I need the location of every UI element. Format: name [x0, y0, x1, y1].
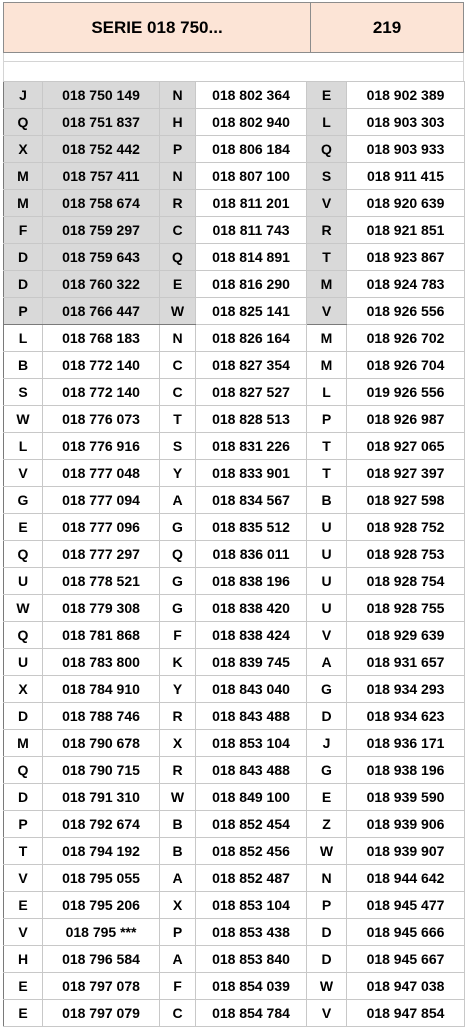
letter-cell[interactable]: G	[160, 568, 196, 595]
table-row	[4, 622, 465, 649]
letter-cell[interactable]: Q	[4, 757, 43, 784]
letter-cell[interactable]: V	[307, 190, 347, 217]
table-row	[4, 136, 465, 163]
serial-number-cell[interactable]: 018 807 100	[196, 163, 307, 190]
serial-number-cell[interactable]: 018 790 678	[43, 730, 160, 757]
serial-number-cell[interactable]: 018 853 840	[196, 946, 307, 973]
table-row	[4, 676, 465, 703]
table-row	[4, 379, 465, 406]
table-row	[4, 217, 465, 244]
letter-cell[interactable]: C	[160, 217, 196, 244]
letter-cell[interactable]: C	[160, 379, 196, 406]
letter-cell[interactable]: M	[307, 325, 347, 352]
letter-cell[interactable]: F	[160, 622, 196, 649]
table-row	[4, 406, 465, 433]
serial-number-cell[interactable]: 018 795 055	[43, 865, 160, 892]
serial-number-cell[interactable]: 018 768 183	[43, 325, 160, 352]
table-row	[4, 163, 465, 190]
letter-cell[interactable]: C	[160, 352, 196, 379]
serial-number-cell[interactable]: 018 902 389	[347, 82, 465, 109]
table-row	[4, 82, 465, 109]
serial-number-cell[interactable]: 018 835 512	[196, 514, 307, 541]
serial-number-cell[interactable]: 018 853 438	[196, 919, 307, 946]
table-row	[4, 892, 465, 919]
serial-number-cell[interactable]: 018 911 415	[347, 163, 465, 190]
table-row	[4, 703, 465, 730]
serial-number-cell[interactable]: 018 816 290	[196, 271, 307, 298]
letter-cell[interactable]: R	[307, 217, 347, 244]
letter-cell[interactable]: Q	[160, 541, 196, 568]
serial-number-cell[interactable]: 018 826 164	[196, 325, 307, 352]
letter-cell[interactable]: Q	[307, 136, 347, 163]
serial-number-cell[interactable]: 018 778 521	[43, 568, 160, 595]
serial-number-cell[interactable]: 018 944 642	[347, 865, 465, 892]
serial-number-cell[interactable]: 018 947 854	[347, 1000, 465, 1027]
serial-number-cell[interactable]: 018 779 308	[43, 595, 160, 622]
serial-number-cell[interactable]: 018 920 639	[347, 190, 465, 217]
serial-number-cell[interactable]: 018 802 940	[196, 109, 307, 136]
serial-number-cell[interactable]: 018 927 397	[347, 460, 465, 487]
letter-cell[interactable]: M	[4, 730, 43, 757]
serial-number-cell[interactable]: 018 938 196	[347, 757, 465, 784]
letter-cell[interactable]: W	[160, 784, 196, 811]
table-row	[4, 514, 465, 541]
table-row	[4, 730, 465, 757]
serial-number-cell[interactable]: 018 936 171	[347, 730, 465, 757]
letter-cell[interactable]: L	[4, 433, 43, 460]
serial-number-cell[interactable]: 018 783 800	[43, 649, 160, 676]
letter-cell[interactable]: T	[160, 406, 196, 433]
serial-number-cell[interactable]: 018 924 783	[347, 271, 465, 298]
letter-cell[interactable]: L	[4, 325, 43, 352]
letter-cell[interactable]: S	[4, 379, 43, 406]
serial-number-cell[interactable]: 018 927 598	[347, 487, 465, 514]
letter-cell[interactable]: P	[160, 136, 196, 163]
serial-number-cell[interactable]: 018 750 149	[43, 82, 160, 109]
serial-number-cell[interactable]: 018 945 477	[347, 892, 465, 919]
serial-number-cell[interactable]: 018 777 297	[43, 541, 160, 568]
letter-cell[interactable]: N	[160, 325, 196, 352]
letter-cell[interactable]: X	[4, 676, 43, 703]
letter-cell[interactable]: J	[4, 82, 43, 109]
letter-cell[interactable]: E	[160, 271, 196, 298]
serial-number-cell[interactable]: 018 834 567	[196, 487, 307, 514]
serial-number-cell[interactable]: 018 928 752	[347, 514, 465, 541]
letter-cell[interactable]: D	[307, 946, 347, 973]
letter-cell[interactable]: W	[160, 298, 196, 325]
serial-number-cell[interactable]: 018 836 011	[196, 541, 307, 568]
letter-cell[interactable]: H	[160, 109, 196, 136]
letter-cell[interactable]: X	[160, 892, 196, 919]
table-row	[4, 595, 465, 622]
table-row	[4, 784, 465, 811]
serial-number-cell[interactable]: 018 781 868	[43, 622, 160, 649]
letter-cell[interactable]: N	[307, 865, 347, 892]
table-row	[4, 298, 465, 325]
letter-cell[interactable]: M	[307, 352, 347, 379]
letter-cell[interactable]: W	[4, 595, 43, 622]
letter-cell[interactable]: B	[307, 487, 347, 514]
serial-number-cell[interactable]: 018 791 310	[43, 784, 160, 811]
letter-cell[interactable]: B	[160, 838, 196, 865]
serial-number-cell[interactable]: 018 776 073	[43, 406, 160, 433]
letter-cell[interactable]: E	[4, 514, 43, 541]
serial-number-cell[interactable]: 018 853 104	[196, 730, 307, 757]
table-row	[4, 1000, 465, 1027]
table-row	[4, 919, 465, 946]
serial-number-cell[interactable]: 018 825 141	[196, 298, 307, 325]
serial-number-cell[interactable]: 018 934 293	[347, 676, 465, 703]
letter-cell[interactable]: A	[160, 487, 196, 514]
serial-number-cell[interactable]: 018 939 907	[347, 838, 465, 865]
letter-cell[interactable]: S	[160, 433, 196, 460]
serial-number-cell[interactable]: 018 852 487	[196, 865, 307, 892]
serial-number-cell[interactable]: 018 939 590	[347, 784, 465, 811]
sheet-header	[3, 2, 464, 53]
letter-cell[interactable]: V	[307, 622, 347, 649]
letter-cell[interactable]: U	[307, 595, 347, 622]
serial-number-cell[interactable]: 018 927 065	[347, 433, 465, 460]
letter-cell[interactable]: R	[160, 190, 196, 217]
letter-cell[interactable]: S	[307, 163, 347, 190]
letter-cell[interactable]: W	[4, 406, 43, 433]
serial-number-cell[interactable]: 018 838 196	[196, 568, 307, 595]
letter-cell[interactable]: M	[307, 271, 347, 298]
count-cell[interactable]: 219	[311, 3, 463, 52]
letter-cell[interactable]: E	[4, 1000, 43, 1027]
letter-cell[interactable]: P	[4, 811, 43, 838]
serial-number-cell[interactable]: 018 903 933	[347, 136, 465, 163]
letter-cell[interactable]: F	[160, 973, 196, 1000]
letter-cell[interactable]: A	[160, 946, 196, 973]
serial-number-cell[interactable]: 018 795 206	[43, 892, 160, 919]
serial-number-cell[interactable]: 018 928 755	[347, 595, 465, 622]
letter-cell[interactable]: U	[307, 568, 347, 595]
serial-number-cell[interactable]: 018 926 987	[347, 406, 465, 433]
letter-cell[interactable]: G	[307, 676, 347, 703]
serial-number-cell[interactable]: 018 751 837	[43, 109, 160, 136]
letter-cell[interactable]: Y	[160, 460, 196, 487]
table-row	[4, 946, 465, 973]
serial-number-cell[interactable]: 018 759 297	[43, 217, 160, 244]
serial-number-cell[interactable]: 018 853 104	[196, 892, 307, 919]
serial-number-cell[interactable]: 018 945 667	[347, 946, 465, 973]
letter-cell[interactable]: G	[4, 487, 43, 514]
serial-number-cell[interactable]: 018 929 639	[347, 622, 465, 649]
letter-cell[interactable]: E	[307, 784, 347, 811]
serial-number-cell[interactable]: 018 806 184	[196, 136, 307, 163]
letter-cell[interactable]: R	[160, 757, 196, 784]
letter-cell[interactable]: Q	[160, 244, 196, 271]
serial-number-cell[interactable]: 018 843 488	[196, 757, 307, 784]
letter-cell[interactable]: G	[160, 595, 196, 622]
letter-cell[interactable]: P	[4, 298, 43, 325]
letter-cell[interactable]: V	[4, 865, 43, 892]
serial-number-cell[interactable]: 018 931 657	[347, 649, 465, 676]
letter-cell[interactable]: P	[160, 919, 196, 946]
serial-number-cell[interactable]: 018 831 226	[196, 433, 307, 460]
letter-cell[interactable]: D	[4, 703, 43, 730]
serial-number-cell[interactable]: 018 903 303	[347, 109, 465, 136]
letter-cell[interactable]: J	[307, 730, 347, 757]
serial-number-cell[interactable]: 018 772 140	[43, 379, 160, 406]
serial-number-cell[interactable]: 018 811 201	[196, 190, 307, 217]
serial-number-cell[interactable]: 018 827 527	[196, 379, 307, 406]
letter-cell[interactable]: N	[160, 163, 196, 190]
serial-number-cell[interactable]: 018 777 096	[43, 514, 160, 541]
table-row	[4, 865, 465, 892]
serial-number-cell[interactable]: 018 945 666	[347, 919, 465, 946]
letter-cell[interactable]: H	[4, 946, 43, 973]
letter-cell[interactable]: X	[4, 136, 43, 163]
serial-number-cell[interactable]: 018 849 100	[196, 784, 307, 811]
serial-number-cell[interactable]: 018 928 753	[347, 541, 465, 568]
table-row	[4, 973, 465, 1000]
serial-number-cell[interactable]: 018 934 623	[347, 703, 465, 730]
letter-cell[interactable]: D	[4, 784, 43, 811]
serial-number-cell[interactable]: 018 838 420	[196, 595, 307, 622]
letter-cell[interactable]: G	[307, 757, 347, 784]
letter-cell[interactable]: R	[160, 703, 196, 730]
serial-number-cell[interactable]: 018 827 354	[196, 352, 307, 379]
letter-cell[interactable]: U	[4, 649, 43, 676]
letter-cell[interactable]: C	[160, 1000, 196, 1027]
letter-cell[interactable]: U	[4, 568, 43, 595]
letter-cell[interactable]: T	[307, 433, 347, 460]
letter-cell[interactable]: M	[4, 190, 43, 217]
serial-number-cell[interactable]: 018 777 094	[43, 487, 160, 514]
letter-cell[interactable]: E	[4, 973, 43, 1000]
letter-cell[interactable]: B	[160, 811, 196, 838]
letter-cell[interactable]: T	[4, 838, 43, 865]
letter-cell[interactable]: T	[307, 460, 347, 487]
letter-cell[interactable]: D	[4, 271, 43, 298]
serial-number-cell[interactable]: 018 854 039	[196, 973, 307, 1000]
letter-cell[interactable]: V	[4, 919, 43, 946]
table-row	[4, 811, 465, 838]
letter-cell[interactable]: G	[160, 514, 196, 541]
serial-number-cell[interactable]: 018 788 746	[43, 703, 160, 730]
letter-cell[interactable]: V	[4, 460, 43, 487]
table-row	[4, 244, 465, 271]
letter-cell[interactable]: E	[307, 82, 347, 109]
serial-number-cell[interactable]: 018 854 784	[196, 1000, 307, 1027]
serial-number-cell[interactable]: 018 759 643	[43, 244, 160, 271]
serial-number-cell[interactable]: 018 928 754	[347, 568, 465, 595]
table-row	[4, 757, 465, 784]
letter-cell[interactable]: T	[307, 244, 347, 271]
letter-cell[interactable]: Q	[4, 541, 43, 568]
serial-number-cell[interactable]: 018 795 ***	[43, 919, 160, 946]
serial-number-cell[interactable]: 018 794 192	[43, 838, 160, 865]
letter-cell[interactable]: M	[4, 163, 43, 190]
serial-number-cell[interactable]: 018 790 715	[43, 757, 160, 784]
serial-number-cell[interactable]: 018 843 040	[196, 676, 307, 703]
serial-number-cell[interactable]: 018 797 078	[43, 973, 160, 1000]
letter-cell[interactable]: N	[160, 82, 196, 109]
letter-cell[interactable]: A	[307, 649, 347, 676]
table-row	[4, 838, 465, 865]
table-row	[4, 433, 465, 460]
table-row	[4, 190, 465, 217]
serial-number-cell[interactable]: 018 852 454	[196, 811, 307, 838]
letter-cell[interactable]: X	[160, 730, 196, 757]
serial-number-cell[interactable]: 018 777 048	[43, 460, 160, 487]
letter-cell[interactable]: D	[4, 244, 43, 271]
serial-number-cell[interactable]: 018 833 901	[196, 460, 307, 487]
letter-cell[interactable]: P	[307, 892, 347, 919]
serial-number-cell[interactable]: 018 923 867	[347, 244, 465, 271]
serial-number-cell[interactable]: 018 784 910	[43, 676, 160, 703]
letter-cell[interactable]: U	[307, 541, 347, 568]
serial-number-cell[interactable]: 018 814 891	[196, 244, 307, 271]
serial-number-cell[interactable]: 018 752 442	[43, 136, 160, 163]
letter-cell[interactable]: Y	[160, 676, 196, 703]
serial-number-cell[interactable]: 018 758 674	[43, 190, 160, 217]
table-row	[4, 271, 465, 298]
letter-cell[interactable]: L	[307, 109, 347, 136]
serial-number-cell[interactable]: 018 757 411	[43, 163, 160, 190]
serial-number-cell[interactable]: 018 839 745	[196, 649, 307, 676]
serial-number-cell[interactable]: 018 802 364	[196, 82, 307, 109]
serial-number-cell[interactable]: 018 838 424	[196, 622, 307, 649]
letter-cell[interactable]: D	[307, 703, 347, 730]
serial-number-cell[interactable]: 018 926 704	[347, 352, 465, 379]
serial-number-cell[interactable]: 018 852 456	[196, 838, 307, 865]
serial-number-cell[interactable]: 019 926 556	[347, 379, 465, 406]
letter-cell[interactable]: E	[4, 892, 43, 919]
letter-cell[interactable]: B	[4, 352, 43, 379]
letter-cell[interactable]: V	[307, 1000, 347, 1027]
table-row	[4, 460, 465, 487]
series-title-cell[interactable]: SERIE 018 750...	[4, 3, 311, 52]
letter-cell[interactable]: L	[307, 379, 347, 406]
table-row	[4, 487, 465, 514]
table-row	[4, 109, 465, 136]
serial-number-cell[interactable]: 018 792 674	[43, 811, 160, 838]
serial-number-cell[interactable]: 018 926 556	[347, 298, 465, 325]
serial-number-cell[interactable]: 018 776 916	[43, 433, 160, 460]
serial-number-cell[interactable]: 018 939 906	[347, 811, 465, 838]
serial-number-cell[interactable]: 018 796 584	[43, 946, 160, 973]
serial-number-cell[interactable]: 018 947 038	[347, 973, 465, 1000]
serial-number-cell[interactable]: 018 926 702	[347, 325, 465, 352]
serial-number-cell[interactable]: 018 760 322	[43, 271, 160, 298]
serial-number-cell[interactable]: 018 921 851	[347, 217, 465, 244]
serial-number-cell[interactable]: 018 843 488	[196, 703, 307, 730]
letter-cell[interactable]: W	[307, 973, 347, 1000]
serial-number-cell[interactable]: 018 766 447	[43, 298, 160, 325]
letter-cell[interactable]: P	[307, 406, 347, 433]
serial-number-cell[interactable]: 018 797 079	[43, 1000, 160, 1027]
letter-cell[interactable]: Q	[4, 109, 43, 136]
serial-number-cell[interactable]: 018 828 513	[196, 406, 307, 433]
table-row	[4, 541, 465, 568]
letter-cell[interactable]: F	[4, 217, 43, 244]
serial-number-cell[interactable]: 018 772 140	[43, 352, 160, 379]
letter-cell[interactable]: V	[307, 298, 347, 325]
table-row	[4, 352, 465, 379]
letter-cell[interactable]: A	[160, 865, 196, 892]
table-row	[4, 649, 465, 676]
letter-cell[interactable]: K	[160, 649, 196, 676]
empty-row	[3, 53, 464, 81]
letter-cell[interactable]: W	[307, 838, 347, 865]
letter-cell[interactable]: U	[307, 514, 347, 541]
letter-cell[interactable]: Q	[4, 622, 43, 649]
letter-cell[interactable]: Z	[307, 811, 347, 838]
letter-cell[interactable]: D	[307, 919, 347, 946]
table-row	[4, 325, 465, 352]
serial-grid	[3, 81, 465, 1027]
table-row	[4, 568, 465, 595]
serial-number-cell[interactable]: 018 811 743	[196, 217, 307, 244]
